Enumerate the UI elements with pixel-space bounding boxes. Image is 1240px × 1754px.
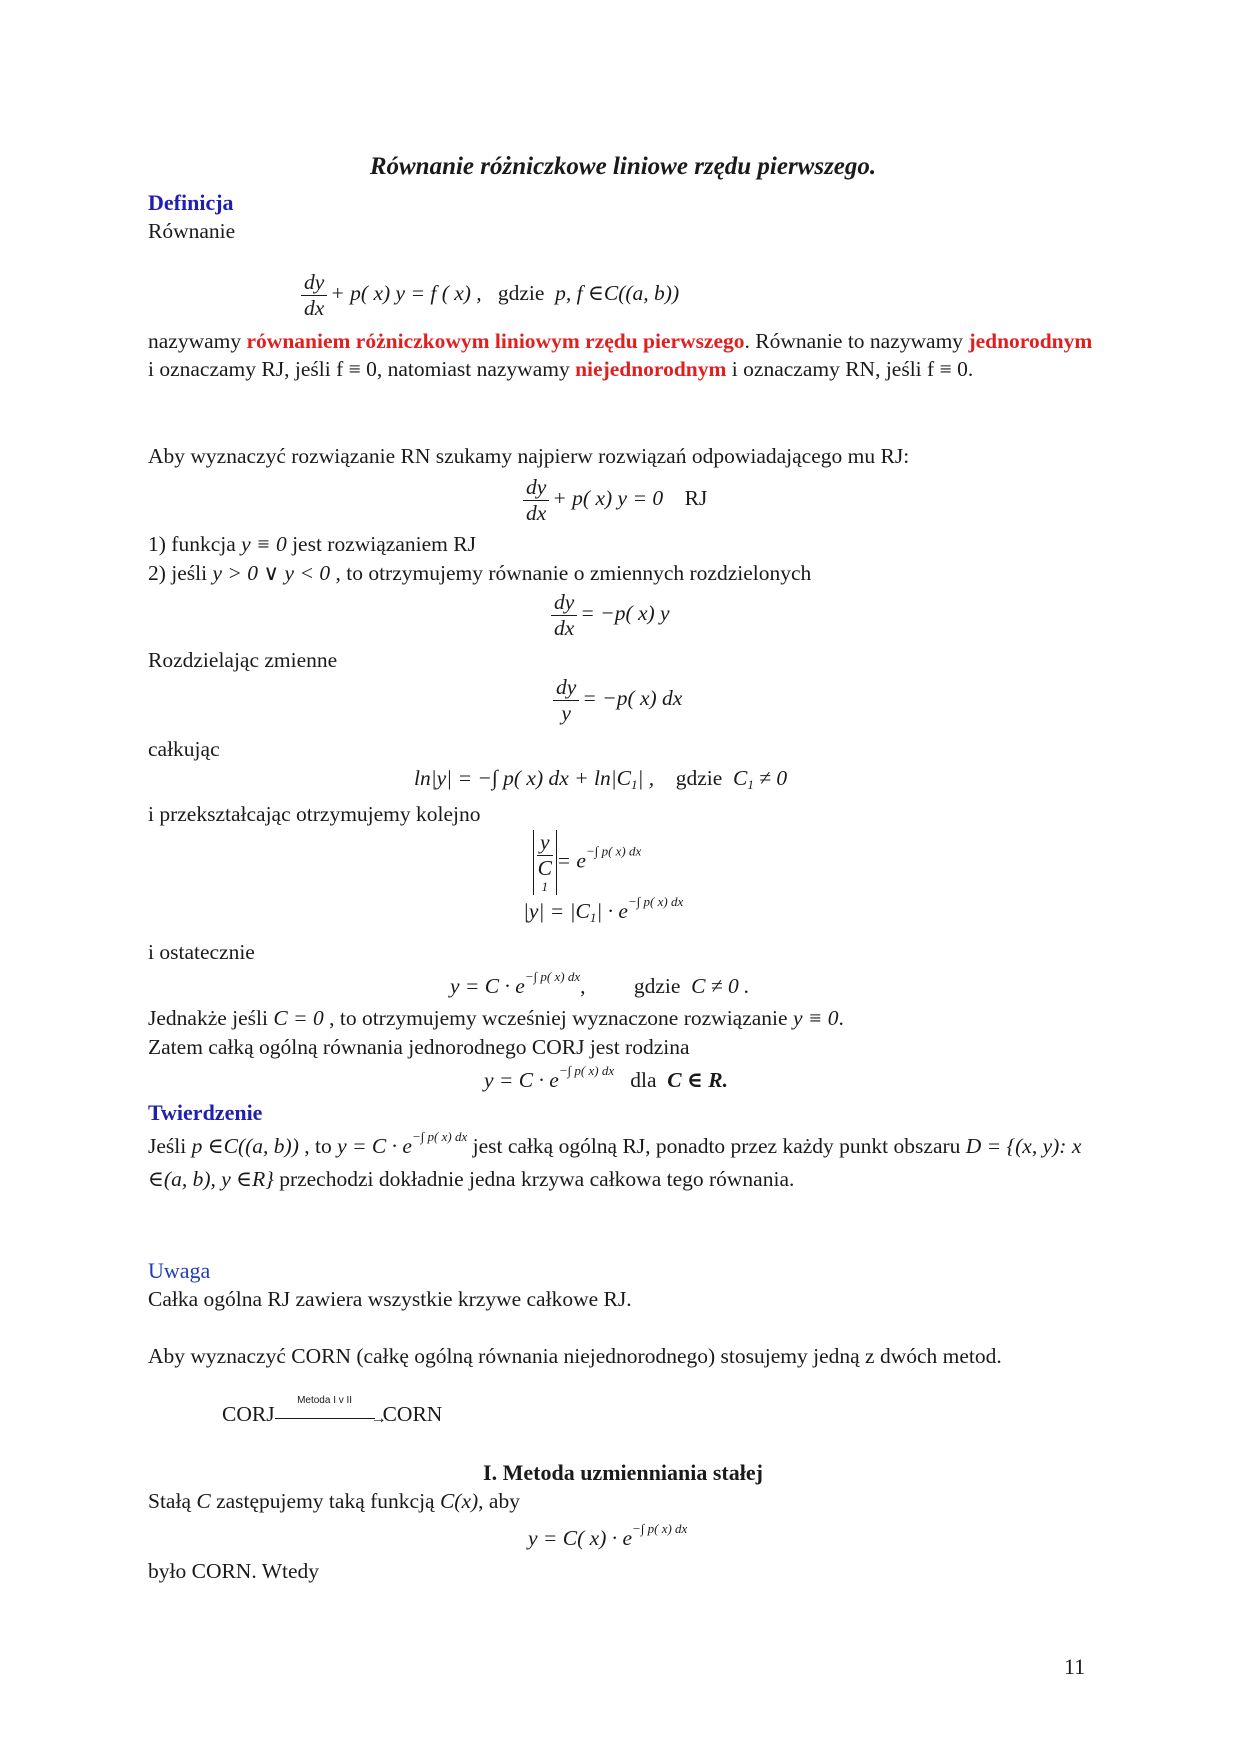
remark-heading: Uwaga [148, 1258, 211, 1283]
equation-separated: $\frac{dy}{y}$ = −p( x) dx [550, 675, 682, 725]
method-arrow-line: CORJ Metoda I v II → CORN [222, 1395, 443, 1428]
equation-separable: $\frac{dy}{dx}$ = −p( x) y [548, 590, 670, 640]
section-heading: I. Metoda uzmienniania stałej [483, 1460, 763, 1485]
definition-text: nazywamy równaniem różniczkowym liniowym rzędu pierwszego. Równanie to nazywamy jednorodnym i oznaczamy RJ, jeśli f ≡ 0, natomiast nazywamy niejednorodnym i oznaczamy RN, jeśli f ≡ 0. [148, 329, 1093, 382]
theorem-block [148, 1098, 1098, 1197]
equation-abs-y: $|y| = |C_1| \cdot e^{-\int p( x) dx}$ [523, 894, 684, 925]
equation-abs-ratio: y C 1 = $e^{-\int p( x) dx}$ [533, 830, 641, 895]
remark-block [148, 1256, 1098, 1313]
fraction-dy-dx: $\frac{dy}{dx}$ [301, 270, 327, 320]
equation-variation: y = C( $x) \cdot e^{-\int p( x) dx}$ [528, 1521, 688, 1550]
paragraph-aby2: Aby wyznaczyć CORN (całkę ogólną równania niejednorodnego) stosujemy jedną z dwóch metod. [148, 1344, 1002, 1368]
equation-linear-ode: $\frac{dy}{dx}$ + p( x) y = f ( x) , gdzie p, f ∈C((a, b)) [298, 270, 679, 320]
paragraph-bylo: było CORN. Wtedy [148, 1559, 320, 1583]
list-item-1: 1) funkcja y ≡ 0 jest rozwiązaniem RJ [148, 532, 476, 556]
term-nonhomogeneous: niejednorodnym [575, 357, 727, 382]
equation-rj: $\frac{dy}{dx}$ + p( x) y = 0 RJ [520, 475, 707, 525]
term-homogeneous: jednorodnym [968, 329, 1093, 353]
definition-heading: Definicja [148, 190, 234, 215]
paragraph-calkujac: całkując [148, 737, 220, 761]
page-number: 11 [1064, 1654, 1086, 1679]
paragraph-ostatecznie: i ostatecznie [148, 940, 255, 964]
paragraph-przeksztalcajac: i przekształcając otrzymujemy kolejno [148, 802, 481, 826]
paragraph-zatem: Zatem całką ogólną równania jednorodnego CORJ jest rodzina [148, 1035, 690, 1059]
remark-text: Całka ogólna RJ zawiera wszystkie krzywe całkowe RJ. [148, 1287, 632, 1312]
definition-intro: Równanie [148, 219, 236, 244]
arrow-icon: Metoda I v II → [275, 1406, 383, 1426]
equation-integrated: ln|y| = −∫ p( x) dx + $\ln|C_1|$ , gdzie $C_1 \ne 0$ [414, 766, 788, 792]
paragraph-stala: Stałą C zastępujemy taką funkcją C(x), aby [148, 1489, 520, 1513]
theorem-text: Jeśli p ∈C((a, b)) , to $y = C \cdot e^{-\int p( x) dx}$ jest całką ogólną RJ, ponadto przez każdy punkt obszaru D = {(x, y): x ∈(a, b), y ∈R} przechodzi dokładnie jedna krzywa całkowa tego równania. [148, 1129, 1082, 1192]
paragraph-rozdzielajac: Rozdzielając zmienne [148, 648, 338, 672]
theorem-heading: Twierdzenie [148, 1100, 263, 1125]
term-linear-ode: równaniem różniczkowym liniowym rzędu pierwszego [246, 329, 745, 353]
definition-block [148, 188, 1098, 245]
equation-corj: $y = C \cdot e^{-\int p( x) dx}$ dla C ∈ R. [484, 1063, 728, 1092]
page-title: Równanie różniczkowe liniowe rzędu pierwszego. [369, 153, 877, 180]
equation-general-solution: $y = C \cdot e^{-\int p( x) dx}$, gdzie C ≠ 0 . [450, 969, 750, 998]
page [148, 0, 1098, 1754]
paragraph-jednakze: Jednakże jeśli C = 0 , to otrzymujemy wcześniej wyznaczone rozwiązanie y ≡ 0. [148, 1006, 844, 1030]
paragraph-aby1: Aby wyznaczyć rozwiązanie RN szukamy najpierw rozwiązań odpowiadającego mu RJ: [148, 444, 910, 468]
list-item-2: 2) jeśli y > 0 ∨ y < 0 , to otrzymujemy równanie o zmiennych rozdzielonych [148, 561, 812, 585]
